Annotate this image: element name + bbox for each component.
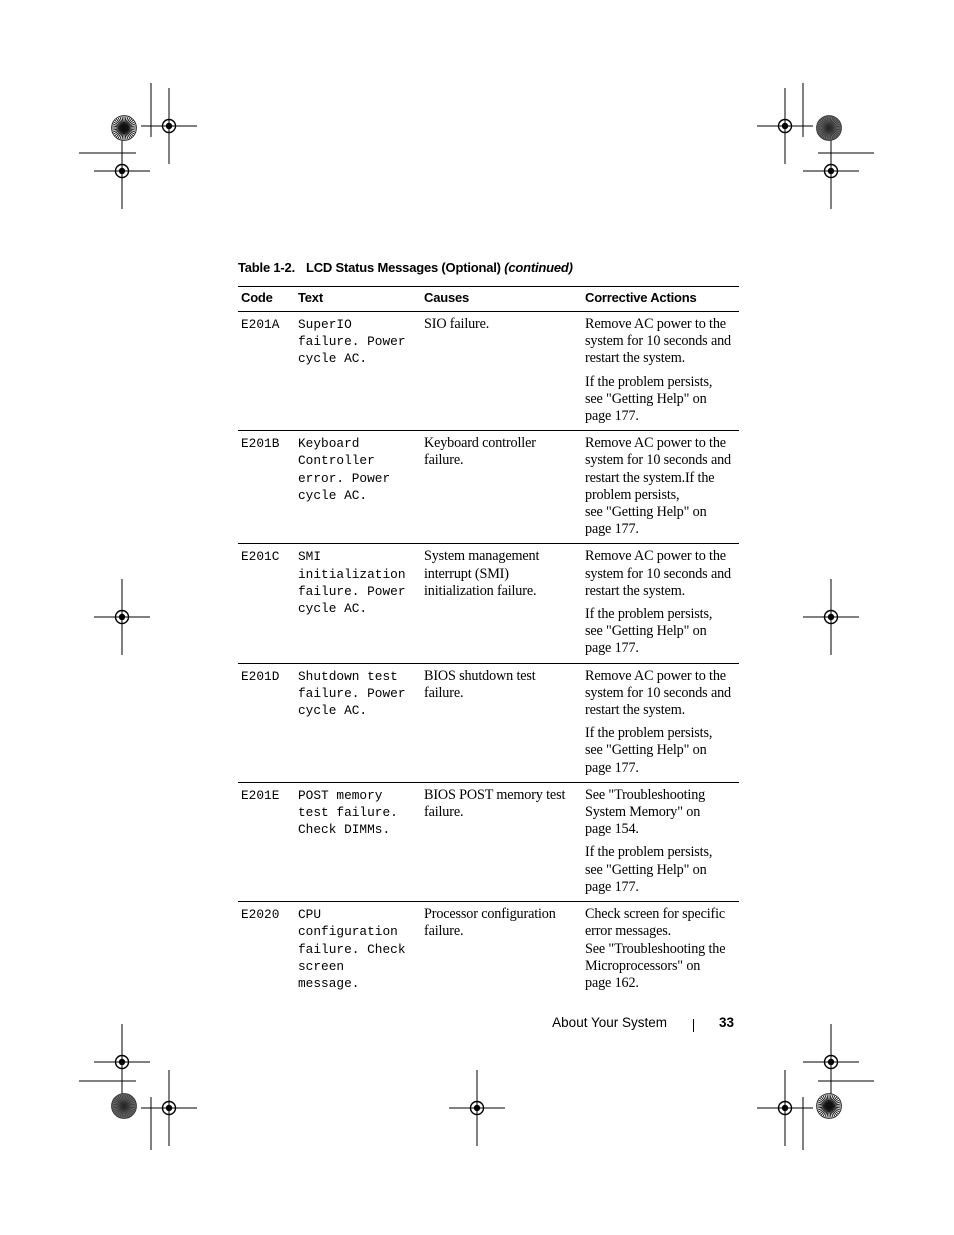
row-actions (582, 663, 739, 782)
row-action-text: Check screen for specific error messages. See "Troubleshooting the Microprocessors" on page 162. (585, 906, 726, 991)
crosshair-registration-mark-icon (94, 579, 150, 655)
table-row (238, 431, 739, 544)
color-wheel-mark-icon (817, 1094, 842, 1119)
table-caption-title: LCD Status Messages (Optional) (306, 260, 501, 275)
row-code: E201D (238, 663, 295, 782)
table-row (238, 782, 739, 901)
crosshair-registration-mark-icon (449, 1070, 505, 1146)
row-actions (582, 782, 739, 901)
header-causes: Causes (421, 287, 582, 312)
footer-separator (693, 1019, 694, 1032)
header-code: Code (238, 287, 295, 312)
row-cause: Processor configuration failure. (424, 906, 556, 940)
row-cause: System management interrupt (SMI) initialization failure. (421, 544, 582, 663)
row-action-text: Remove AC power to the system for 10 seconds and restart the system. (585, 548, 731, 599)
table-row (238, 312, 739, 431)
table-caption-continued: (continued) (504, 260, 573, 275)
table-caption (238, 260, 573, 275)
table-row (238, 902, 739, 998)
crosshair-registration-mark-icon (94, 133, 150, 209)
crosshair-registration-mark-icon (141, 1070, 197, 1146)
row-cause: Keyboard controller failure. (421, 431, 582, 544)
row-actions (582, 544, 739, 663)
row-text: Keyboard Controller error. Power cycle AC. (295, 431, 421, 544)
page-footer (0, 1015, 954, 1035)
row-action-text: If the problem persists, see "Getting Help" on page 177. (585, 606, 713, 657)
crosshair-registration-mark-icon (803, 579, 859, 655)
row-actions (582, 312, 739, 431)
table-row (238, 663, 739, 782)
crosshair-registration-mark-icon (803, 133, 859, 209)
row-action-text: Remove AC power to the system for 10 seconds and restart the system.If the problem persists, see "Getting Help" on page 177. (585, 435, 731, 538)
row-action-text: Remove AC power to the system for 10 seconds and restart the system. (585, 667, 731, 719)
color-wheel-mark-icon (817, 116, 842, 141)
row-action-text: See "Troubleshooting System Memory" on page 154. (585, 786, 706, 838)
row-actions (582, 431, 739, 544)
row-code: E201C (238, 544, 295, 663)
color-wheel-mark-icon (112, 116, 137, 141)
row-cause: SIO failure. (421, 312, 582, 431)
row-action-text: Remove AC power to the system for 10 seconds and restart the system. (585, 316, 731, 367)
row-text: CPU configuration failure. Check screen message. (298, 907, 406, 991)
header-text: Text (295, 287, 421, 312)
row-actions (582, 902, 739, 998)
row-text: Shutdown test failure. Power cycle AC. (295, 663, 421, 782)
row-text: SMI initialization failure. Power cycle AC. (295, 544, 421, 663)
crosshair-registration-mark-icon (757, 88, 813, 164)
page-number: 33 (718, 1015, 734, 1030)
row-code: E201B (238, 431, 295, 544)
row-cause: BIOS POST memory test failure. (421, 782, 582, 901)
table-caption-number: Table 1-2. (238, 260, 296, 275)
row-action-text: If the problem persists, see "Getting Help" on page 177. (585, 725, 713, 776)
table-row (238, 544, 739, 663)
row-code: E2020 (241, 907, 280, 923)
row-text: SuperIO failure. Power cycle AC. (295, 312, 421, 431)
footer-section-title: About Your System (552, 1015, 667, 1030)
row-text: POST memory test failure. Check DIMMs. (295, 782, 421, 901)
crosshair-registration-mark-icon (94, 1024, 150, 1100)
lcd-status-table (238, 286, 739, 997)
row-action-text: If the problem persists, see "Getting Help" on page 177. (585, 373, 713, 425)
row-cause: BIOS shutdown test failure. (421, 663, 582, 782)
crosshair-registration-mark-icon (803, 1024, 859, 1100)
color-wheel-mark-icon (112, 1094, 137, 1119)
row-code: E201A (238, 312, 295, 431)
row-code: E201E (238, 782, 295, 901)
crosshair-registration-mark-icon (757, 1070, 813, 1146)
row-action-text: If the problem persists, see "Getting Help" on page 177. (585, 844, 713, 895)
crosshair-registration-mark-icon (141, 88, 197, 164)
header-corrective-actions: Corrective Actions (582, 287, 739, 312)
table-header-row (238, 287, 739, 312)
